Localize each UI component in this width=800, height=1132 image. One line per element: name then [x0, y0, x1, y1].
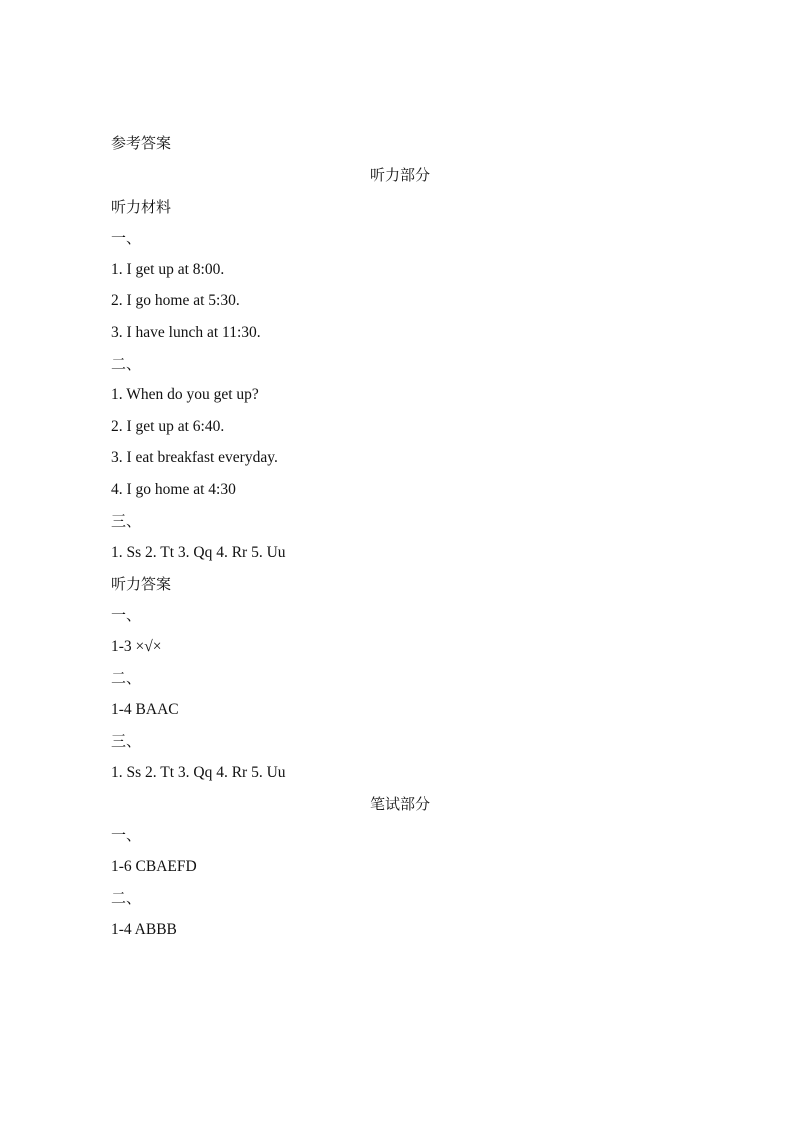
materials-part-1-item: 2. I go home at 5:30. — [111, 292, 240, 309]
answers-part-2-text: 1-4 BAAC — [111, 701, 179, 718]
materials-part-1-item: 1. I get up at 8:00. — [111, 261, 225, 278]
answers-part-2-label: 二、 — [111, 669, 142, 687]
answers-part-1-text: 1-3 ×√× — [111, 638, 162, 655]
materials-part-2-item: 2. I get up at 6:40. — [111, 418, 225, 435]
answers-part-3-label: 三、 — [111, 732, 142, 750]
listening-section-heading: 听力部分 — [369, 166, 430, 184]
document-title: 参考答案 — [111, 134, 172, 152]
materials-part-1-label: 一、 — [111, 229, 142, 247]
materials-part-3-label: 三、 — [111, 512, 142, 530]
materials-part-2-label: 二、 — [111, 355, 142, 373]
written-section-heading: 笔试部分 — [369, 795, 430, 813]
written-part-2-label: 二、 — [111, 889, 142, 907]
written-part-1-label: 一、 — [111, 826, 142, 844]
written-part-1-text: 1-6 CBAEFD — [111, 858, 197, 875]
written-part-2-text: 1-4 ABBB — [111, 921, 177, 938]
listening-materials-label: 听力材料 — [111, 198, 172, 216]
answers-part-3-text: 1. Ss 2. Tt 3. Qq 4. Rr 5. Uu — [111, 764, 286, 781]
answers-part-1-label: 一、 — [111, 606, 142, 624]
materials-part-3-item: 1. Ss 2. Tt 3. Qq 4. Rr 5. Uu — [111, 544, 286, 561]
materials-part-2-item: 1. When do you get up? — [111, 386, 259, 403]
materials-part-2-item: 4. I go home at 4:30 — [111, 481, 236, 498]
listening-answers-label: 听力答案 — [111, 575, 172, 593]
materials-part-1-item: 3. I have lunch at 11:30. — [111, 324, 261, 341]
materials-part-2-item: 3. I eat breakfast everyday. — [111, 449, 278, 466]
